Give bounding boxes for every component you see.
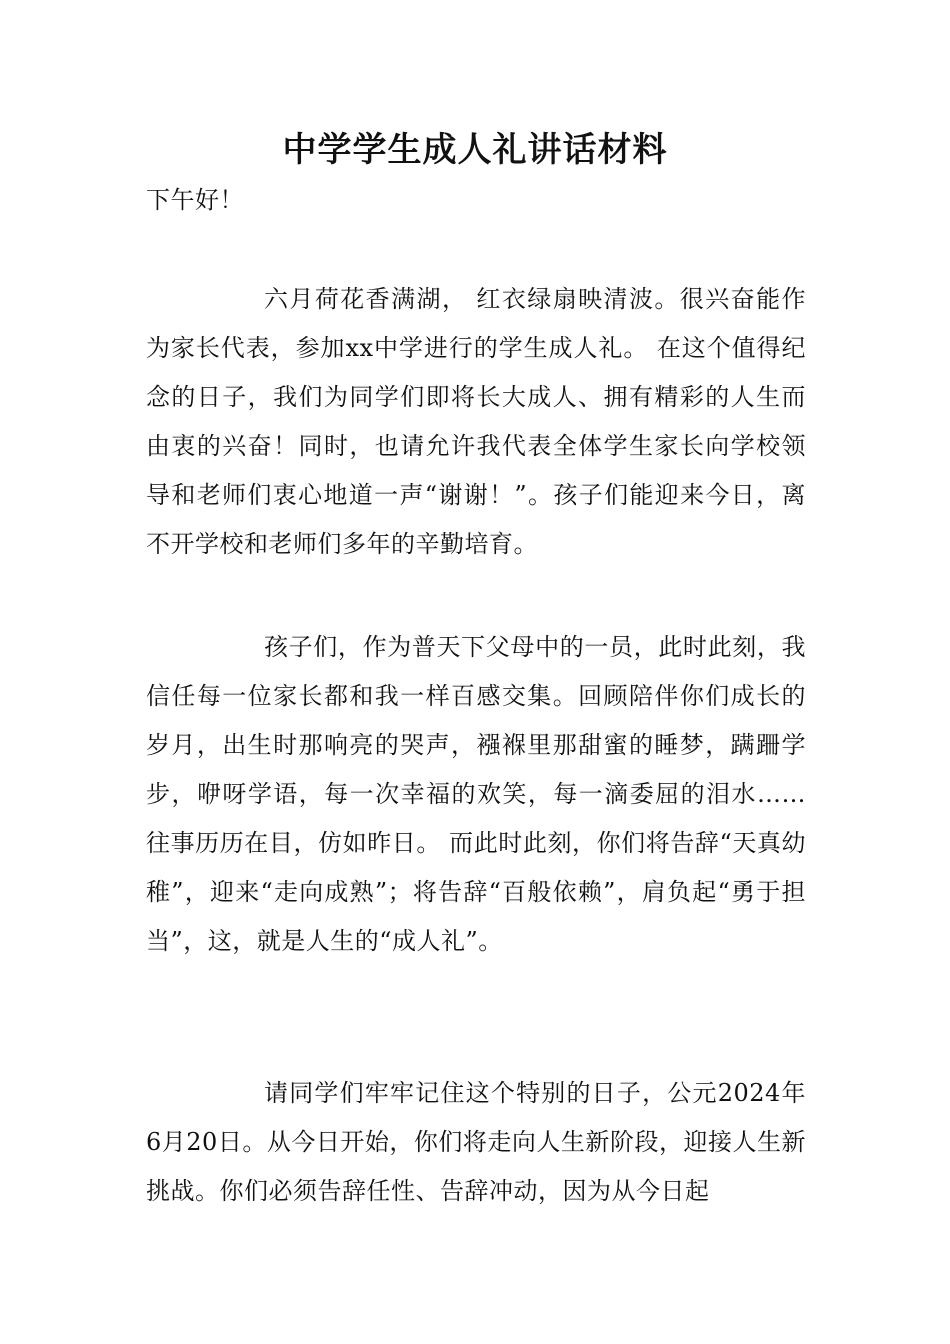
paragraph-3: 请同学们牢牢记住这个特别的日子，公元2024年6月20日。从今日开始，你们将走向人生新阶段，迎接人生新挑战。你们必须告辞任性、告辞冲动，因为从今日起	[146, 1079, 806, 1205]
document-title: 中学学生成人礼讲话材料	[282, 130, 668, 170]
salutation: 下午好！	[146, 186, 244, 214]
paragraph-1: 六月荷花香满湖， 红衣绿扇映清波。很兴奋能作为家长代表，参加xx中学进行的学生成人礼。 在这个值得纪念的日子，我们为同学们即将长大成人、拥有精彩的人生而由衷的兴奋！同时，也请允许我代表全体学生家长向学校领导和老师们衷心地道一声“谢谢！”。孩子们能迎来今日，离不开学校和老师们多年的辛勤培育。	[146, 285, 806, 558]
paragraph-2: 孩子们，作为普天下父母中的一员，此时此刻，我信任每一位家长都和我一样百感交集。回顾陪伴你们成长的岁月，出生时那响亮的哭声，襁褓里那甜蜜的睡梦，蹒跚学步，咿呀学语，每一次幸福的欢笑，每一滴委屈的泪水…… 往事历历在目，仿如昨日。 而此时此刻，你们将告辞“天真幼稚”，迎来“走向成熟”；将告辞“百般依赖”，肩负起“勇于担当”，这，就是人生的“成人礼”。	[146, 633, 806, 955]
